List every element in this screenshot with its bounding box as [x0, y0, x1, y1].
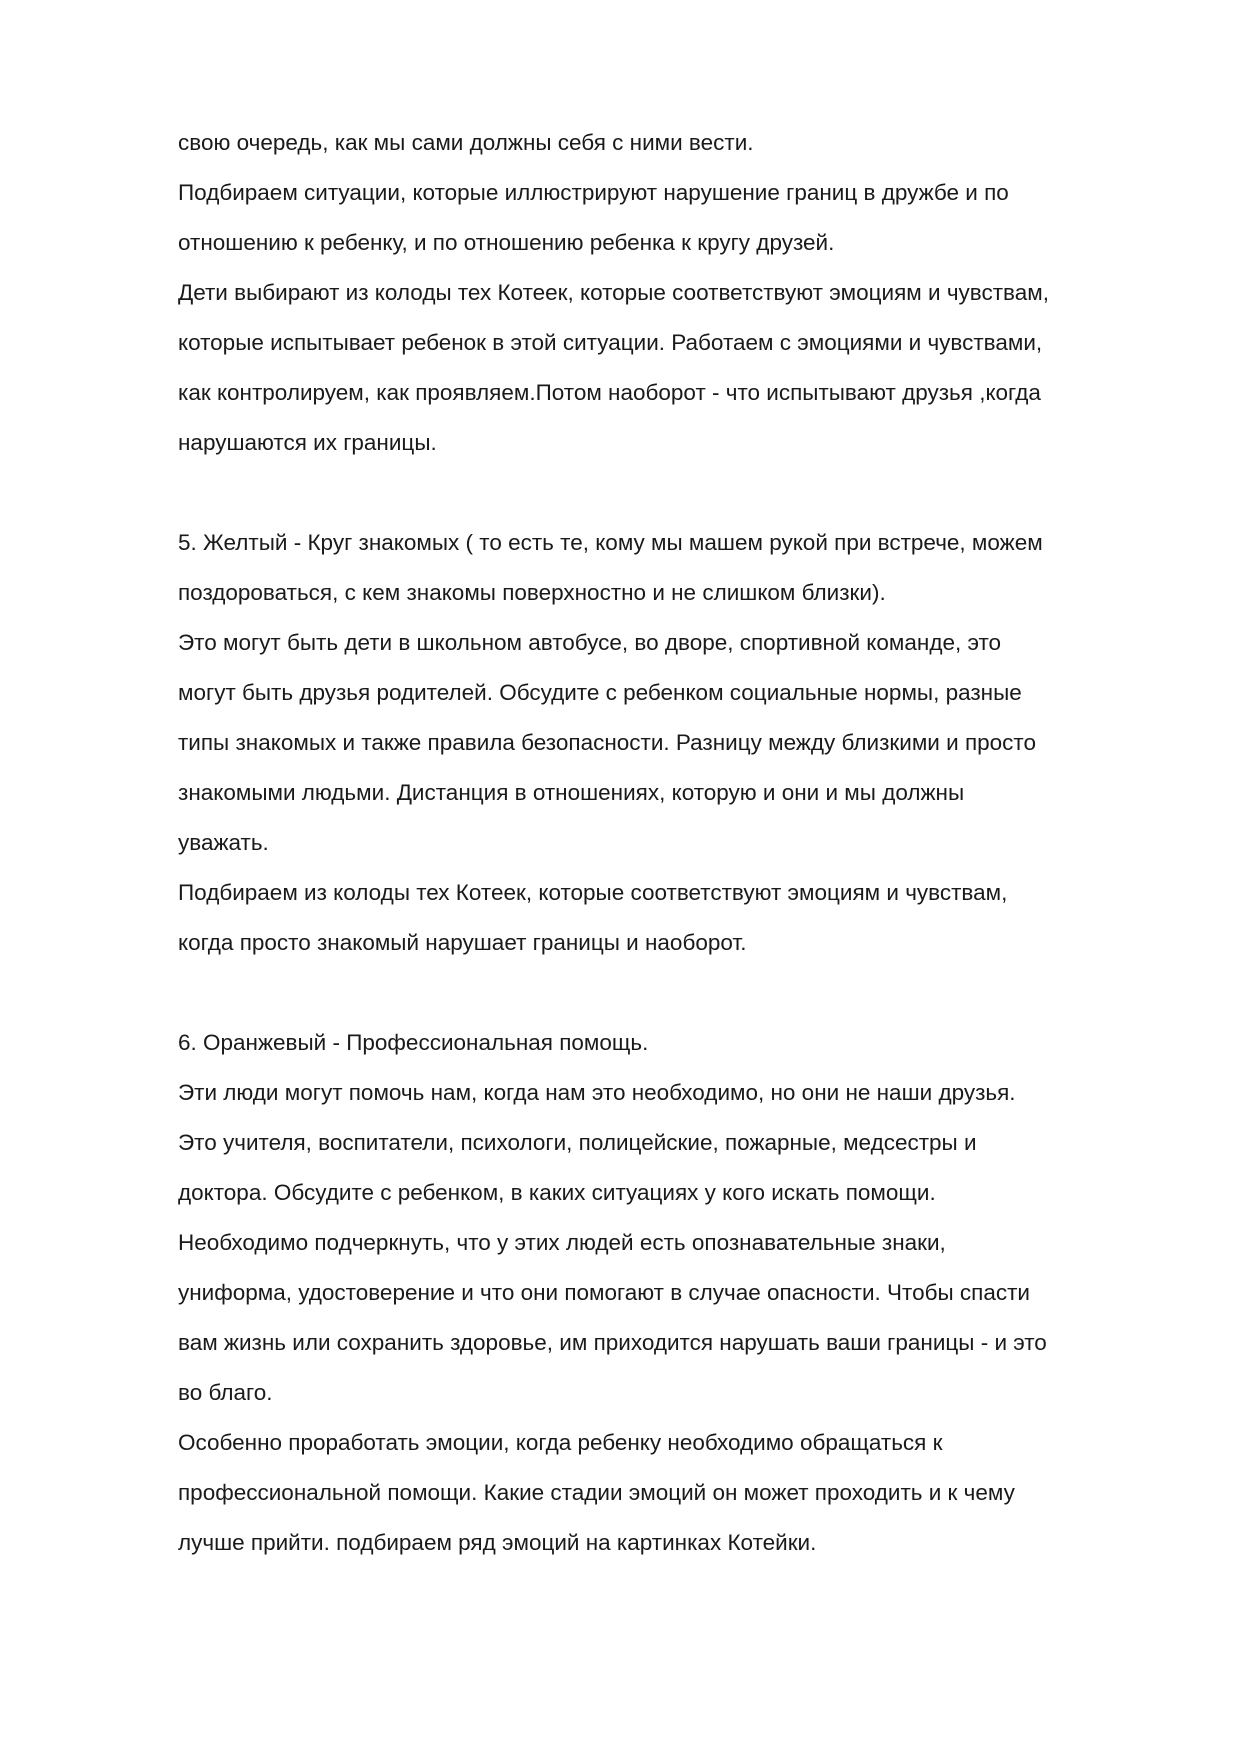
text-line: могут быть друзья родителей. Обсудите с ребенком социальные нормы, разные	[178, 680, 1022, 705]
text-line: отношению к ребенку, и по отношению ребенка к кругу друзей.	[178, 230, 835, 255]
text-line: Эти люди могут помочь нам, когда нам это необходимо, но они не наши друзья.	[178, 1080, 1016, 1105]
text-line: которые испытывает ребенок в этой ситуации. Работаем с эмоциями и чувствами,	[178, 330, 1043, 355]
text-line: униформа, удостоверение и что они помогают в случае опасности. Чтобы спасти	[178, 1280, 1030, 1305]
text-line: уважать.	[178, 830, 269, 855]
section-heading-yellow: 5. Желтый - Круг знакомых ( то есть те, кому мы машем рукой при встрече, можем	[178, 530, 1043, 555]
text-line: Подбираем из колоды тех Котеек, которые соответствуют эмоциям и чувствам,	[178, 880, 1008, 905]
text-line: когда просто знакомый нарушает границы и наоборот.	[178, 930, 747, 955]
text-line: Это учителя, воспитатели, психологи, полицейские, пожарные, медсестры и	[178, 1130, 977, 1155]
text-line: как контролируем, как проявляем.Потом наоборот - что испытывают друзья ,когда	[178, 380, 1041, 405]
text-line: знакомыми людьми. Дистанция в отношениях, которую и они и мы должны	[178, 780, 965, 805]
text-line: лучше прийти. подбираем ряд эмоций на картинках Котейки.	[178, 1530, 817, 1555]
text-line: поздороваться, с кем знакомы поверхностно и не слишком близки).	[178, 580, 886, 605]
text-line: Подбираем ситуации, которые иллюстрируют нарушение границ в дружбе и по	[178, 180, 1009, 205]
text-line: Это могут быть дети в школьном автобусе, во дворе, спортивной команде, это	[178, 630, 1002, 655]
text-line: вам жизнь или сохранить здоровье, им приходится нарушать ваши границы - и это	[178, 1330, 1047, 1355]
text-line: свою очередь, как мы сами должны себя с ними вести.	[178, 130, 754, 155]
text-line: Необходимо подчеркнуть, что у этих людей есть опознавательные знаки,	[178, 1230, 946, 1255]
paragraph-gap	[178, 472, 1178, 522]
section-heading-orange: 6. Оранжевый - Профессиональная помощь.	[178, 1030, 649, 1055]
text-line: доктора. Обсудите с ребенком, в каких ситуациях у кого искать помощи.	[178, 1180, 936, 1205]
text-line: типы знакомых и также правила безопасности. Разницу между близкими и просто	[178, 730, 1036, 755]
text-line: Особенно проработать эмоции, когда ребенку необходимо обращаться к	[178, 1430, 943, 1455]
text-line: во благо.	[178, 1380, 273, 1405]
text-line: нарушаются их границы.	[178, 430, 437, 455]
text-line: профессиональной помощи. Какие стадии эмоций он может проходить и к чему	[178, 1480, 1015, 1505]
body-text	[178, 122, 1178, 1572]
paragraph-gap	[178, 972, 1178, 1022]
text-line: Дети выбирают из колоды тех Котеек, которые соответствуют эмоциям и чувствам,	[178, 280, 1049, 305]
